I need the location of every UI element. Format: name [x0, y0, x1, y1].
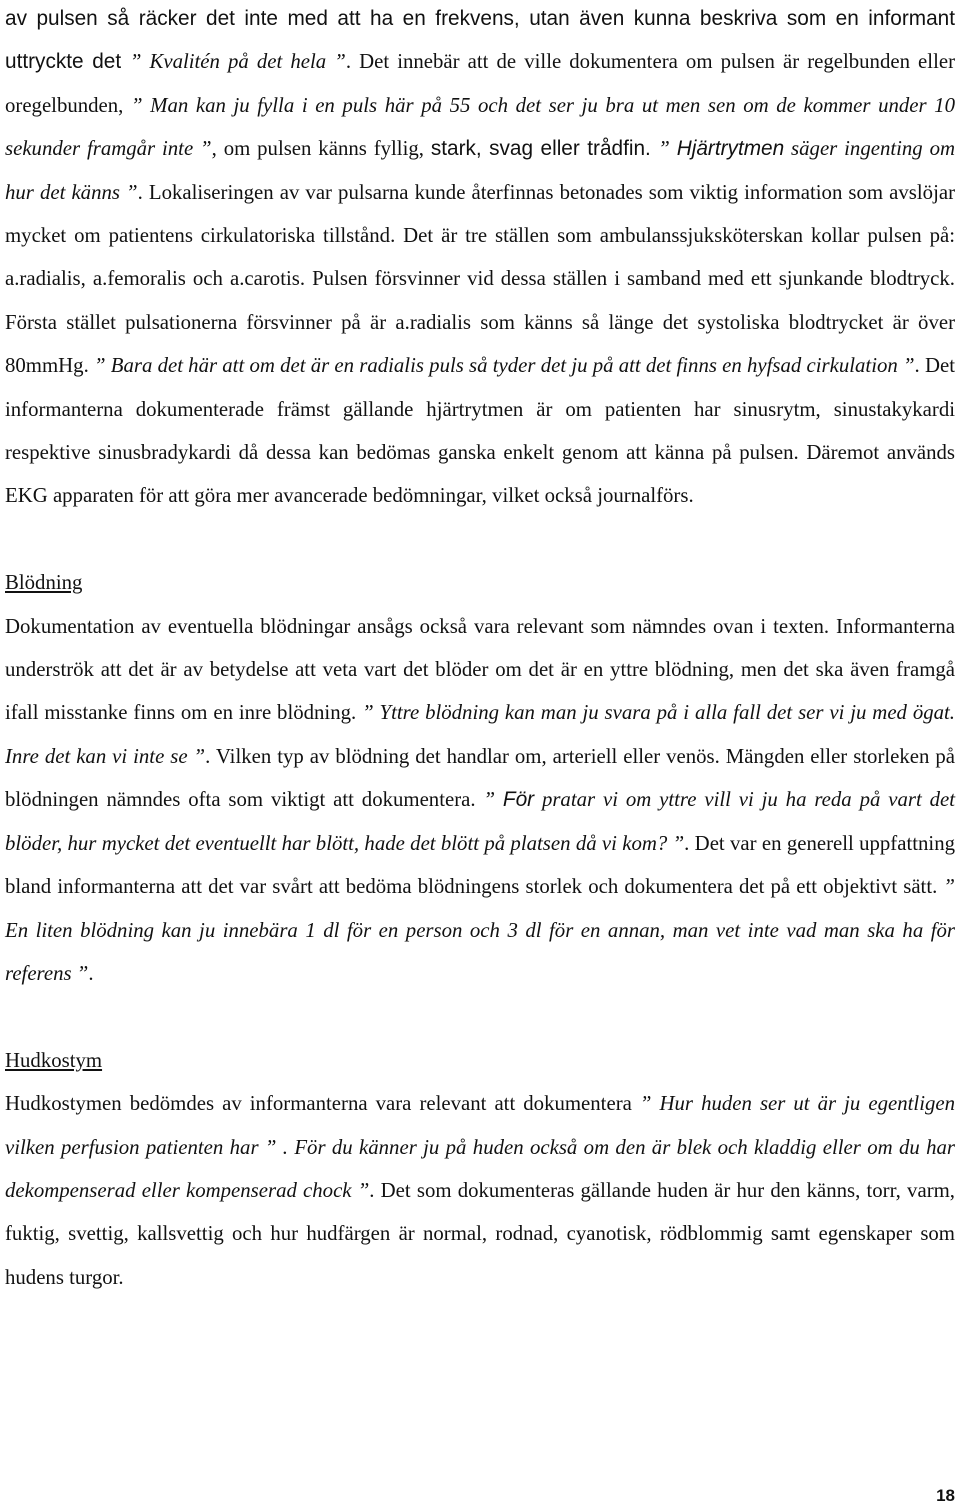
document-page: [5, 0, 955, 1299]
text-run: . Det innebär att de ville dokumentera om pulsen är regelbunden eller oregelbunden,: [5, 50, 956, 117]
text-run: Hudkostymen bedömdes av informanterna vara relevant att dokumentera: [5, 1092, 640, 1116]
text-run: ”: [658, 137, 677, 161]
text-run: Dokumentation av eventuella blödningar ansågs också vara relevant som nämndes ovan i texten. Informanterna underströk att det är av betydelse att veta vart det blöder om det är en yttre blödning, men det ska även framgå ifall misstanke finns om en inre blödning.: [5, 614, 955, 725]
text-run: ” Man kan ju fylla i en puls här på 55 och det ser ju bra ut men sen om de kommer under 10 sekunder framgår inte ”: [5, 93, 955, 161]
text-run: .: [88, 961, 94, 985]
text-run: . Vilken typ av blödning det handlar om, arteriell eller venös. Mängden eller storleken på blödningen nämndes ofta som viktigt att dokumentera.: [5, 744, 956, 812]
text-run: av pulsen så räcker det inte med att ha en frekvens, utan även kunna beskriva som en informant uttryckte det: [5, 7, 955, 74]
text-run: pratar vi om yttre vill vi ju ha reda på vart det blöder, hur mycket det eventuellt har blött, hade det blött på platsen då vi kom? ”: [5, 788, 956, 855]
paragraph-blodning: [5, 605, 955, 996]
text-run: ”: [483, 788, 503, 812]
text-run: ” En liten blödning kan ju innebära 1 dl för en person och 3 dl för en annan, man vet inte vad man ska ha för referens ”: [5, 875, 955, 985]
text-run: Hjärtrytmen: [676, 137, 785, 161]
paragraph-hudkostym: [5, 1082, 955, 1299]
paragraph-gap: [5, 518, 955, 561]
page-number: 18: [936, 1486, 955, 1505]
text-run: ” Bara det här att om det är en radialis puls så tyder det ju på att det finns en hyfsad cirkulation ”: [93, 354, 915, 378]
heading-hudkostym: Hudkostym: [5, 1048, 103, 1072]
text-run: . Det var en generell uppfattning bland informanterna att det var svårt att bedöma blödningens storlek och dokumentera det på ett objektivt sätt.: [5, 831, 955, 899]
paragraph-puls: [5, 0, 955, 518]
text-run: För: [502, 788, 535, 812]
text-run: ” Yttre blödning kan man ju svara på i alla fall det ser vi ju med ögat. Inre det kan vi inte se ”: [5, 701, 955, 768]
text-run: . Det informanterna dokumenterade främst gällande hjärtrytmen är om patienten har sinusrytm, sinustakykardi respektive sinusbradykardi då dessa kan bedömas ganska enkelt genom att känna på pulsen. Däremot används EKG apparaten för att göra mer avancerade bedömningar, vilket också journalförs.: [5, 354, 955, 508]
text-run: ” Kvalitén på det hela ”: [129, 50, 346, 74]
paragraph-gap: [5, 995, 955, 1038]
text-run: . Lokaliseringen av var pulsarna kunde återfinnas betonades som viktig information som avslöjar mycket om patientens cirkulatoriska tillstånd. Det är tre ställen som ambulanssjuksköterskan kollar pulsen på: a.radialis, a.femoralis och a.carotis. Pulsen försvinner vid dessa ställen i samband med ett sjunkande blodtryck. Första stället pulsationerna försvinner på är a.radialis som känns så länge det systoliska blodtrycket är över 80mmHg.: [5, 180, 955, 378]
text-run: säger ingenting om hur det känns ”: [5, 137, 955, 204]
text-run: stark, svag eller trådfin.: [430, 137, 659, 161]
text-run: , om pulsen känns fyllig,: [211, 137, 431, 161]
text-run: ” Hur huden ser ut är ju egentligen vilken perfusion patienten har ” . För du känner ju på huden också om den är blek och kladdig eller om du har dekompenserad eller kompenserad chock ”: [5, 1092, 955, 1202]
text-run: . Det som dokumenteras gällande huden är hur den känns, torr, varm, fuktig, svettig, kallsvettig och hur hudfärgen är normal, rodnad, cyanotisk, rödblommig samt egenskaper som hudens turgor.: [5, 1178, 955, 1289]
heading-blodning: Blödning: [5, 571, 83, 595]
